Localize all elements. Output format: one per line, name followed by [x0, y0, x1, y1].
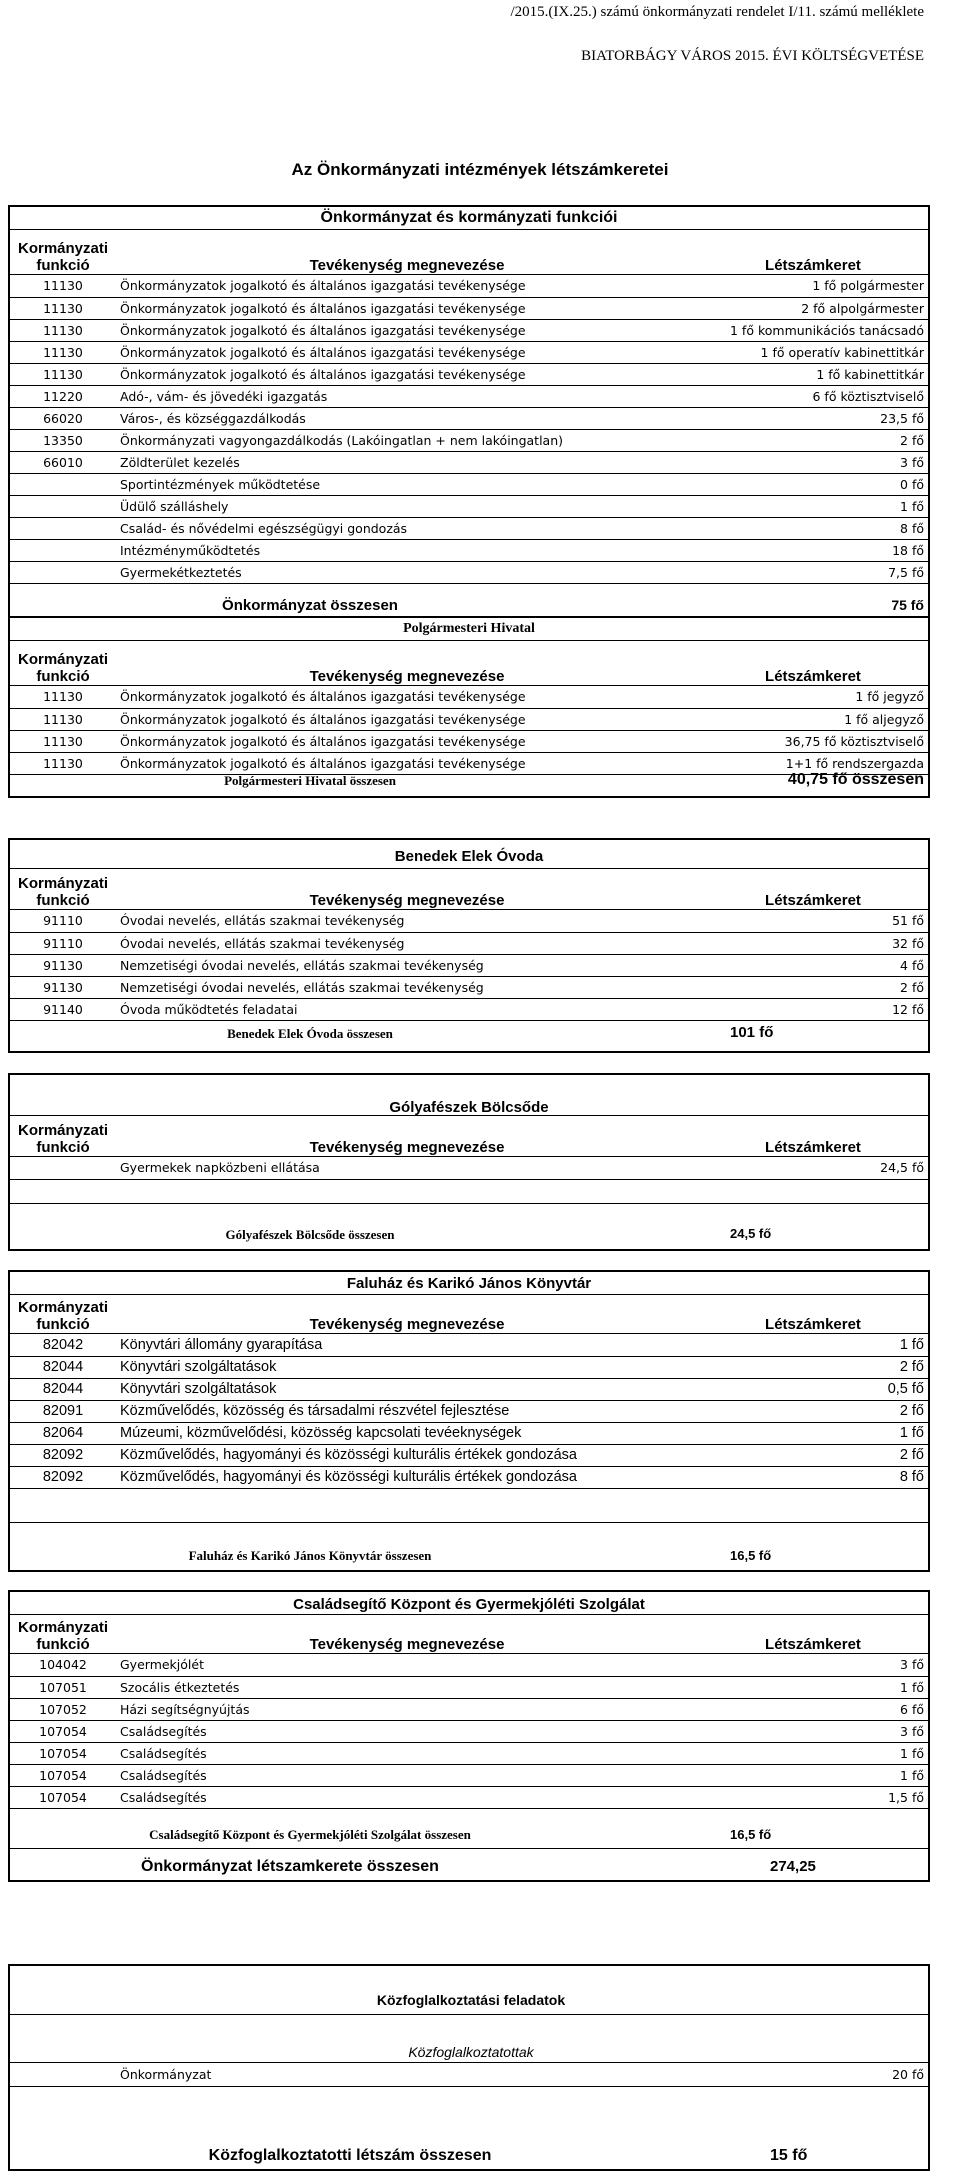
letszam-cell: 23,5 fő: [677, 407, 928, 429]
kozfog-title: Közfoglalkoztatási feladatok: [376, 1992, 566, 2008]
page-title: Az Önkormányzati intézmények létszámkeretei: [291, 160, 669, 179]
tevekenyseg-cell: Sportintézmények működtetése: [116, 473, 677, 495]
table-row: [10, 429, 928, 451]
col-header-letszamkeret: Létszámkeret: [765, 257, 861, 274]
funkcio-cell: 82042: [10, 1334, 116, 1356]
kozfog-total-label: Közfoglalkoztatotti létszám összesen: [208, 2147, 492, 2164]
letszam-cell: 1 fő operatív kabinettitkár: [677, 341, 928, 363]
letszam-cell: 1+1 fő rendszergazda: [715, 752, 928, 774]
funkcio-cell: 11130: [10, 363, 116, 385]
funkcio-cell: 11130: [10, 752, 116, 774]
table-row: [10, 473, 928, 495]
letszam-cell: 1 fő polgármester: [677, 275, 928, 297]
table-header: [10, 1614, 928, 1654]
table-row: [10, 1720, 928, 1742]
table-row: [10, 1356, 928, 1378]
letszam-cell: 6 fő: [731, 1698, 928, 1720]
table-row: [10, 1786, 928, 1808]
funkcio-cell: 13350: [10, 429, 116, 451]
table-row: [10, 561, 928, 583]
tevekenyseg-cell: Önkormányzatok jogalkotó és általános igazgatási tevékenysége: [116, 297, 677, 319]
tevekenyseg-cell: Óvodai nevelés, ellátás szakmai tevékenység: [116, 932, 849, 954]
funkcio-cell: 91110: [10, 932, 116, 954]
table-row: [10, 1444, 928, 1466]
table-row: [10, 1654, 928, 1676]
col-header-funkcio: Kormányzati funkció: [17, 1122, 109, 1156]
section-kozfoglalkoztatas: [8, 1964, 930, 2171]
letszam-cell: 1 fő kommunikációs tanácsadó: [677, 319, 928, 341]
table-row: [10, 998, 928, 1020]
letszam-cell: 1 fő: [677, 495, 928, 517]
table-row: [10, 363, 928, 385]
table-row: [10, 976, 928, 998]
table-row: [10, 730, 928, 752]
funkcio-cell: [10, 473, 116, 495]
table-header: [10, 1115, 928, 1157]
letszam-cell: 1 fő: [731, 1764, 928, 1786]
section-total-label: Polgármesteri Hivatal összesen: [224, 773, 396, 788]
funkcio-cell: 66010: [10, 451, 116, 473]
funkcio-cell: 66020: [10, 407, 116, 429]
tevekenyseg-cell: Önkormányzati vagyongazdálkodás (Lakóingatlan + nem lakóingatlan): [116, 429, 677, 451]
document-header-line1: /2015.(IX.25.) számú önkormányzati rendelet I/11. számú melléklete: [510, 4, 924, 20]
table-row: [10, 1764, 928, 1786]
kozfog-row-value: 20 fő: [892, 2067, 924, 2082]
table-row: [10, 1422, 928, 1444]
letszam-cell: 12 fő: [849, 998, 928, 1020]
funkcio-cell: 11130: [10, 297, 116, 319]
section-title: Faluház és Karikó János Könyvtár: [346, 1275, 592, 1292]
letszam-cell: 6 fő köztisztviselő: [677, 385, 928, 407]
document-header-line2: BIATORBÁGY VÁROS 2015. ÉVI KÖLTSÉGVETÉSE: [581, 48, 924, 64]
letszam-cell: 0,5 fő: [857, 1378, 928, 1400]
letszam-cell: 2 fő: [857, 1444, 928, 1466]
tevekenyseg-cell: Gyermekek napközbeni ellátása: [116, 1157, 766, 1179]
table-row: [10, 1466, 928, 1488]
letszam-cell: 1 fő kabinettitkár: [677, 363, 928, 385]
table-row: [10, 1378, 928, 1400]
kozfog-total-value: 15 fő: [770, 2147, 808, 2164]
staff-table: [10, 910, 928, 1021]
grand-total-label: Önkormányzat létszamkerete összesen: [141, 1858, 439, 1875]
funkcio-cell: 91130: [10, 954, 116, 976]
letszam-cell: 0 fő: [677, 473, 928, 495]
tevekenyseg-cell: Üdülő szálláshely: [116, 495, 677, 517]
section-total-value: 101 fő: [730, 1024, 774, 1041]
staff-table: [10, 686, 928, 775]
letszam-cell: 24,5 fő: [766, 1157, 928, 1179]
letszam-cell: 36,75 fő köztisztviselő: [715, 730, 928, 752]
table-row: [10, 932, 928, 954]
letszam-cell: 2 fő: [857, 1356, 928, 1378]
tevekenyseg-cell: Közművelődés, közösség és társadalmi részvétel fejlesztése: [116, 1400, 857, 1422]
letszam-cell: 4 fő: [849, 954, 928, 976]
tevekenyseg-cell: Család- és nővédelmi egészségügyi gondozás: [116, 517, 677, 539]
letszam-cell: 3 fő: [731, 1654, 928, 1676]
divider: [10, 2062, 928, 2063]
section-total-label: Önkormányzat összesen: [222, 597, 398, 614]
tevekenyseg-cell: Önkormányzatok jogalkotó és általános igazgatási tevékenysége: [116, 341, 677, 363]
letszam-cell: 7,5 fő: [677, 561, 928, 583]
table-row: [10, 1676, 928, 1698]
funkcio-cell: 107054: [10, 1764, 116, 1786]
tevekenyseg-cell: Családsegítés: [116, 1786, 731, 1808]
staff-table: [10, 1157, 928, 1180]
kozfog-subtitle: Közfoglalkoztatottak: [408, 2044, 534, 2060]
table-row: [10, 275, 928, 297]
funkcio-cell: [10, 539, 116, 561]
letszam-cell: 1 fő: [731, 1676, 928, 1698]
letszam-cell: 1 fő jegyző: [715, 686, 928, 708]
letszam-cell: 51 fő: [849, 910, 928, 932]
col-header-letszamkeret: Létszámkeret: [765, 1316, 861, 1333]
section-total-value: 16,5 fő: [730, 1827, 772, 1842]
staff-table: [10, 1334, 928, 1489]
tevekenyseg-cell: Nemzetiségi óvodai nevelés, ellátás szakmai tevékenység: [116, 954, 849, 976]
table-row: [10, 385, 928, 407]
table-row: [10, 1698, 928, 1720]
funkcio-cell: 11130: [10, 708, 116, 730]
table-row: [10, 708, 928, 730]
funkcio-cell: 11130: [10, 319, 116, 341]
section-total-label: Faluház és Karikó János Könyvtár összesen: [188, 1548, 432, 1563]
funkcio-cell: 11130: [10, 341, 116, 363]
section-total-label: Benedek Elek Óvoda összesen: [227, 1026, 393, 1041]
staff-table: [10, 1654, 928, 1809]
col-header-tevekenyseg: Tevékenység megnevezése: [309, 892, 505, 909]
col-header-tevekenyseg: Tevékenység megnevezése: [309, 668, 505, 685]
tevekenyseg-cell: Családsegítés: [116, 1764, 731, 1786]
grand-total-value: 274,25: [770, 1858, 816, 1875]
funkcio-cell: [10, 495, 116, 517]
section-total-value: 40,75 fő összesen: [787, 771, 924, 788]
section-title: Gólyafészek Bölcsőde: [389, 1099, 549, 1116]
table-row: [10, 910, 928, 932]
table-row: [10, 451, 928, 473]
tevekenyseg-cell: Gyermekétkeztetés: [116, 561, 677, 583]
table-header: [10, 229, 928, 275]
letszam-cell: 18 fő: [677, 539, 928, 561]
col-header-funkcio: Kormányzati funkció: [17, 1299, 109, 1333]
funkcio-cell: [10, 561, 116, 583]
tevekenyseg-cell: Önkormányzatok jogalkotó és általános igazgatási tevékenysége: [116, 363, 677, 385]
col-header-tevekenyseg: Tevékenység megnevezése: [309, 1139, 505, 1156]
tevekenyseg-cell: Könyvtári szolgáltatások: [116, 1356, 857, 1378]
tevekenyseg-cell: Adó-, vám- és jövedéki igazgatás: [116, 385, 677, 407]
funkcio-cell: 82092: [10, 1444, 116, 1466]
letszam-cell: 1,5 fő: [731, 1786, 928, 1808]
letszam-cell: 2 fő: [849, 976, 928, 998]
col-header-letszamkeret: Létszámkeret: [765, 1636, 861, 1653]
letszam-cell: 8 fő: [857, 1466, 928, 1488]
table-header: [10, 640, 928, 686]
funkcio-cell: [10, 517, 116, 539]
letszam-cell: 2 fő: [677, 429, 928, 451]
col-header-funkcio: Kormányzati funkció: [17, 1619, 109, 1653]
tevekenyseg-cell: Családsegítés: [116, 1742, 731, 1764]
letszam-cell: 1 fő: [857, 1422, 928, 1444]
table-row: [10, 297, 928, 319]
tevekenyseg-cell: Város-, és községgazdálkodás: [116, 407, 677, 429]
section-title: Családsegítő Központ és Gyermekjóléti Szolgálat: [293, 1596, 645, 1613]
funkcio-cell: 107052: [10, 1698, 116, 1720]
section-total-value: 16,5 fő: [730, 1548, 772, 1563]
funkcio-cell: 11130: [10, 686, 116, 708]
letszam-cell: 32 fő: [849, 932, 928, 954]
funkcio-cell: 82091: [10, 1400, 116, 1422]
divider: [10, 2086, 928, 2087]
staff-table: [10, 275, 928, 584]
funkcio-cell: 91140: [10, 998, 116, 1020]
col-header-funkcio: Kormányzati funkció: [17, 651, 109, 685]
tevekenyseg-cell: Közművelődés, hagyományi és közösségi kulturális értékek gondozása: [116, 1444, 857, 1466]
funkcio-cell: 11130: [10, 730, 116, 752]
letszam-cell: 1 fő: [731, 1742, 928, 1764]
funkcio-cell: 91110: [10, 910, 116, 932]
funkcio-cell: 11220: [10, 385, 116, 407]
tevekenyseg-cell: Házi segítségnyújtás: [116, 1698, 731, 1720]
funkcio-cell: 107054: [10, 1786, 116, 1808]
table-row: [10, 517, 928, 539]
section-total-label: Családsegítő Központ és Gyermekjóléti Szolgálat összesen: [149, 1827, 471, 1842]
letszam-cell: 1 fő: [857, 1334, 928, 1356]
table-row: [10, 495, 928, 517]
section-total-value: 75 fő: [891, 597, 924, 613]
section-total-label: Gólyafészek Bölcsőde összesen: [225, 1227, 395, 1242]
funkcio-cell: 104042: [10, 1654, 116, 1676]
tevekenyseg-cell: Gyermekjólét: [116, 1654, 731, 1676]
table-row: [10, 539, 928, 561]
tevekenyseg-cell: Önkormányzatok jogalkotó és általános igazgatási tevékenysége: [116, 752, 715, 774]
section-title: Polgármesteri Hivatal: [403, 621, 535, 636]
section-csaladsegito-kozpont: [8, 1590, 930, 1882]
tevekenyseg-cell: Szocális étkeztetés: [116, 1676, 731, 1698]
section-total-value: 24,5 fő: [730, 1226, 772, 1241]
tevekenyseg-cell: Nemzetiségi óvodai nevelés, ellátás szakmai tevékenység: [116, 976, 849, 998]
section-faluhaz-konyvtar: [8, 1270, 930, 1572]
divider: [10, 1522, 928, 1523]
section-title: Önkormányzat és kormányzati funkciói: [320, 209, 618, 226]
tevekenyseg-cell: Könyvtári állomány gyarapítása: [116, 1334, 857, 1356]
funkcio-cell: 82092: [10, 1466, 116, 1488]
section-benedek-elek-ovoda: [8, 838, 930, 1053]
divider: [10, 1848, 928, 1849]
table-header: [10, 1294, 928, 1334]
letszam-cell: 2 fő alpolgármester: [677, 297, 928, 319]
table-row: [10, 407, 928, 429]
section-golyafeszek-bolcsode: [8, 1073, 930, 1251]
col-header-funkcio: Kormányzati funkció: [17, 875, 109, 909]
tevekenyseg-cell: Családsegítés: [116, 1720, 731, 1742]
tevekenyseg-cell: Óvoda működtetés feladatai: [116, 998, 849, 1020]
funkcio-cell: 107054: [10, 1720, 116, 1742]
col-header-letszamkeret: Létszámkeret: [765, 1139, 861, 1156]
tevekenyseg-cell: Önkormányzatok jogalkotó és általános igazgatási tevékenysége: [116, 275, 677, 297]
tevekenyseg-cell: Önkormányzatok jogalkotó és általános igazgatási tevékenysége: [116, 730, 715, 752]
table-row: [10, 686, 928, 708]
letszam-cell: 3 fő: [731, 1720, 928, 1742]
funkcio-cell: 107051: [10, 1676, 116, 1698]
tevekenyseg-cell: Óvodai nevelés, ellátás szakmai tevékenység: [116, 910, 849, 932]
tevekenyseg-cell: Könyvtári szolgáltatások: [116, 1378, 857, 1400]
col-header-letszamkeret: Létszámkeret: [765, 668, 861, 685]
tevekenyseg-cell: Intézményműködtetés: [116, 539, 677, 561]
kozfog-row-label: Önkormányzat: [120, 2067, 212, 2082]
funkcio-cell: 82044: [10, 1378, 116, 1400]
funkcio-cell: 82064: [10, 1422, 116, 1444]
funkcio-cell: 11130: [10, 275, 116, 297]
col-header-letszamkeret: Létszámkeret: [765, 892, 861, 909]
letszam-cell: 1 fő aljegyző: [715, 708, 928, 730]
tevekenyseg-cell: Önkormányzatok jogalkotó és általános igazgatási tevékenysége: [116, 708, 715, 730]
funkcio-cell: 82044: [10, 1356, 116, 1378]
tevekenyseg-cell: Önkormányzatok jogalkotó és általános igazgatási tevékenysége: [116, 686, 715, 708]
section-polgarmesteri-hivatal: [8, 616, 930, 798]
table-row: [10, 341, 928, 363]
col-header-funkcio: Kormányzati funkció: [17, 240, 109, 274]
letszam-cell: 8 fő: [677, 517, 928, 539]
table-row: [10, 319, 928, 341]
funkcio-cell: 91130: [10, 976, 116, 998]
divider: [10, 1203, 928, 1204]
letszam-cell: 3 fő: [677, 451, 928, 473]
funkcio-cell: 107054: [10, 1742, 116, 1764]
table-row: [10, 1400, 928, 1422]
col-header-tevekenyseg: Tevékenység megnevezése: [309, 1316, 505, 1333]
divider: [10, 2014, 928, 2015]
col-header-tevekenyseg: Tevékenység megnevezése: [309, 1636, 505, 1653]
tevekenyseg-cell: Önkormányzatok jogalkotó és általános igazgatási tevékenysége: [116, 319, 677, 341]
table-header: [10, 868, 928, 910]
tevekenyseg-cell: Múzeumi, közművelődési, közösség kapcsolati tevéeknységek: [116, 1422, 857, 1444]
section-title: Benedek Elek Óvoda: [394, 848, 544, 865]
tevekenyseg-cell: Közművelődés, hagyományi és közösségi kulturális értékek gondozása: [116, 1466, 857, 1488]
col-header-tevekenyseg: Tevékenység megnevezése: [309, 257, 505, 274]
table-row: [10, 1742, 928, 1764]
table-row: [10, 1334, 928, 1356]
letszam-cell: 2 fő: [857, 1400, 928, 1422]
tevekenyseg-cell: Zöldterület kezelés: [116, 451, 677, 473]
table-row: [10, 954, 928, 976]
funkcio-cell: [10, 1157, 116, 1179]
section-onkormanyzat: [8, 205, 930, 618]
table-row: [10, 1157, 928, 1179]
